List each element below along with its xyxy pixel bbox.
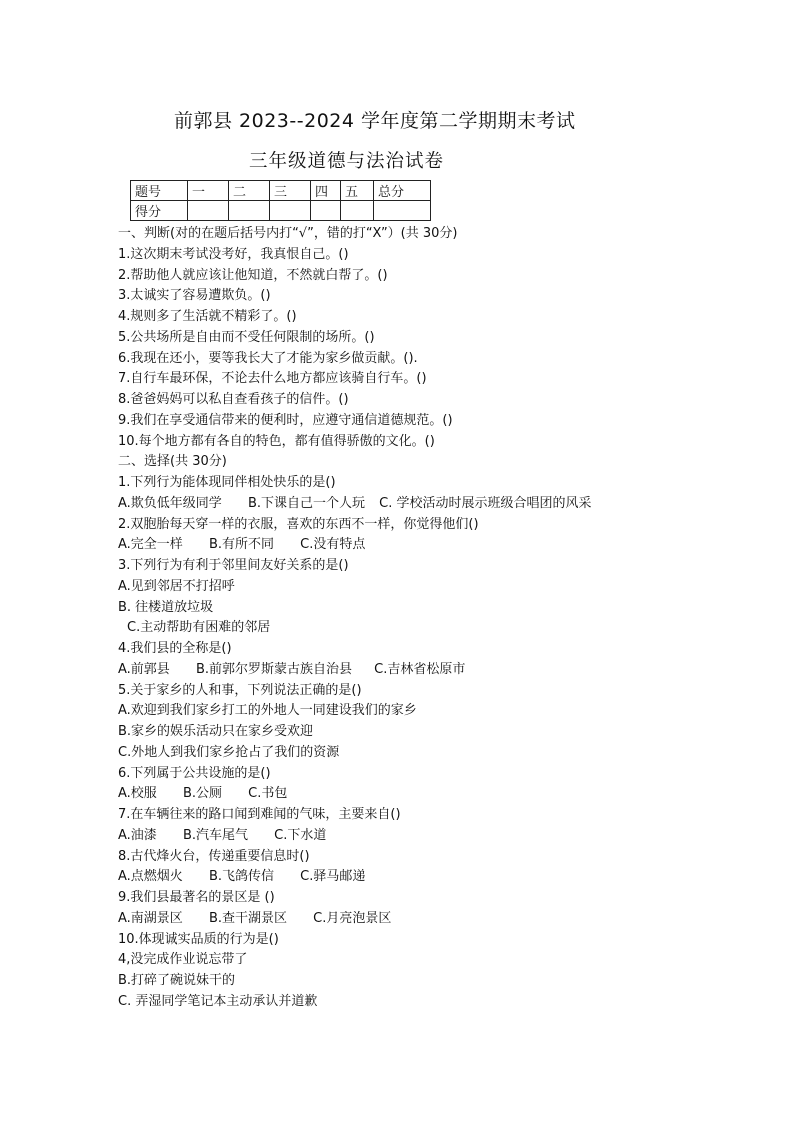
option-c: C.主动帮助有困难的邻居 [127,620,271,636]
score-table-cell: 总分 [374,181,431,201]
question-stem: 8.古代烽火台，传递重要信息时() [118,848,310,864]
exam-title: 前郭县 2023--2024 学年度第二学期期末考试 [174,110,576,132]
judgement-item: 5.公共场所是自由而不受任何限制的场所。() [118,329,375,345]
option-a: A.南湖景区 [118,910,183,926]
option-a: A.完全一样 [118,537,183,553]
judgement-item: 9.我们在享受通信带来的便利时，应遵守通信道德规范。() [118,412,453,428]
question-stem: 5.关于家乡的人和事，下列说法正确的是() [118,682,362,698]
question-stem: 2.双胞胎每天穿一样的衣服，喜欢的东西不一样，你觉得他们() [118,516,479,532]
score-blank-cell[interactable] [341,201,374,221]
question-stem: 10.体现诚实品质的行为是() [118,931,279,947]
option-a: A.见到邻居不打招呼 [118,578,235,594]
score-table-cell: 五 [341,181,374,201]
option-row [118,909,738,930]
exam-content [118,224,738,1013]
score-table-header-row [131,181,431,201]
score-blank-cell[interactable] [188,201,229,221]
option-c: C.书包 [248,786,288,802]
score-blank-cell[interactable] [270,201,311,221]
question-stem: 9.我们县最著名的景区是 () [118,890,275,905]
option-row [118,660,738,681]
option-a: A.油漆 [118,827,157,843]
score-table [130,180,431,221]
option-row [118,784,738,805]
option-a: A.欺负低年级同学 [118,495,222,511]
judgement-item: 7.自行车最环保，不论去什么地方都应该骑自行车。() [118,371,427,387]
option-b: B.查干湖景区 [208,910,288,926]
score-table-cell: 二 [229,181,270,201]
question-stem: 4.我们县的全称是() [118,641,232,656]
option-row [118,494,738,515]
exam-subtitle: 三年级道德与法治试卷 [249,151,445,172]
judgement-item: 1.这次期末考试没考好，我真恨自己。() [118,246,349,262]
question-stem: 7.在车辆往来的路口闻到难闻的气味，主要来自() [118,807,401,822]
option-row [118,535,738,556]
score-blank-cell[interactable] [229,201,270,221]
option-c: C.吉林省松原市 [374,661,466,677]
judgement-item: 6.我现在还小，要等我长大了才能为家乡做贡献。(). [118,350,418,366]
option-c: C.没有特点 [300,537,366,553]
option-b: B.公厕 [182,786,223,802]
score-table-cell: 三 [270,181,311,201]
option-c: C. 弄湿同学笔记本主动承认并道歉 [118,993,318,1009]
option-a: A.校服 [118,786,157,802]
judgement-item: 2.帮助他人就应该让他知道，不然就白帮了。() [118,267,388,283]
question-stem: 3.下列行为有利于邻里间友好关系的是() [118,558,349,573]
score-blank-cell[interactable] [311,201,341,221]
question-stem: 6.下列属于公共设施的是() [118,765,271,781]
judgement-item: 8.爸爸妈妈可以私自查看孩子的信件。() [118,392,349,407]
option-c: C.下水道 [274,827,327,843]
option-row [118,867,738,888]
option-c: C.外地人到我们家乡抢占了我们的资源 [118,744,340,760]
option-c: C. 学校活动时展示班级合唱团的风采 [379,495,592,511]
section-heading: 二、选择(共 30分) [118,454,227,470]
option-b: B.打碎了碗说妹干的 [118,973,236,988]
score-table-cell: 一 [188,181,229,201]
option-b: B.有所不同 [208,537,275,553]
option-a: 4,没完成作业说忘带了 [118,952,248,968]
option-b: B.飞鸽传信 [208,869,275,885]
option-b: B.下课自己一个人玩 [247,495,366,511]
option-a: A.欢迎到我们家乡打工的外地人一同建设我们的家乡 [118,703,417,719]
score-blank-cell[interactable] [374,201,431,221]
judgement-item: 10.每个地方都有各自的特色，都有值得骄傲的文化。() [118,433,435,449]
score-table-cell: 得分 [131,201,188,221]
score-table-cell: 题号 [131,181,188,201]
question-stem: 1.下列行为能体现同伴相处快乐的是() [118,475,336,490]
score-table-cell: 四 [311,181,341,201]
option-a: A.点燃烟火 [118,869,183,885]
judgement-item: 4.规则多了生活就不精彩了。() [118,309,297,324]
option-b: B.家乡的娱乐活动只在家乡受欢迎 [118,724,314,739]
option-a: A.前郭县 [118,661,170,677]
option-b: B. 往楼道放垃圾 [118,599,214,615]
option-c: C.驿马邮递 [300,869,366,885]
judgement-item: 3.太诚实了容易遭欺负。() [118,288,271,304]
option-b: B.前郭尔罗斯蒙古族自治县 [195,661,353,677]
score-table-score-row [131,201,431,221]
option-b: B.汽车尾气 [182,827,249,843]
section-heading: 一、判断(对的在题后括号内打“√”，错的打“X”）(共 30分) [118,226,458,241]
option-c: C.月亮泡景区 [313,910,392,926]
option-row [118,826,738,847]
